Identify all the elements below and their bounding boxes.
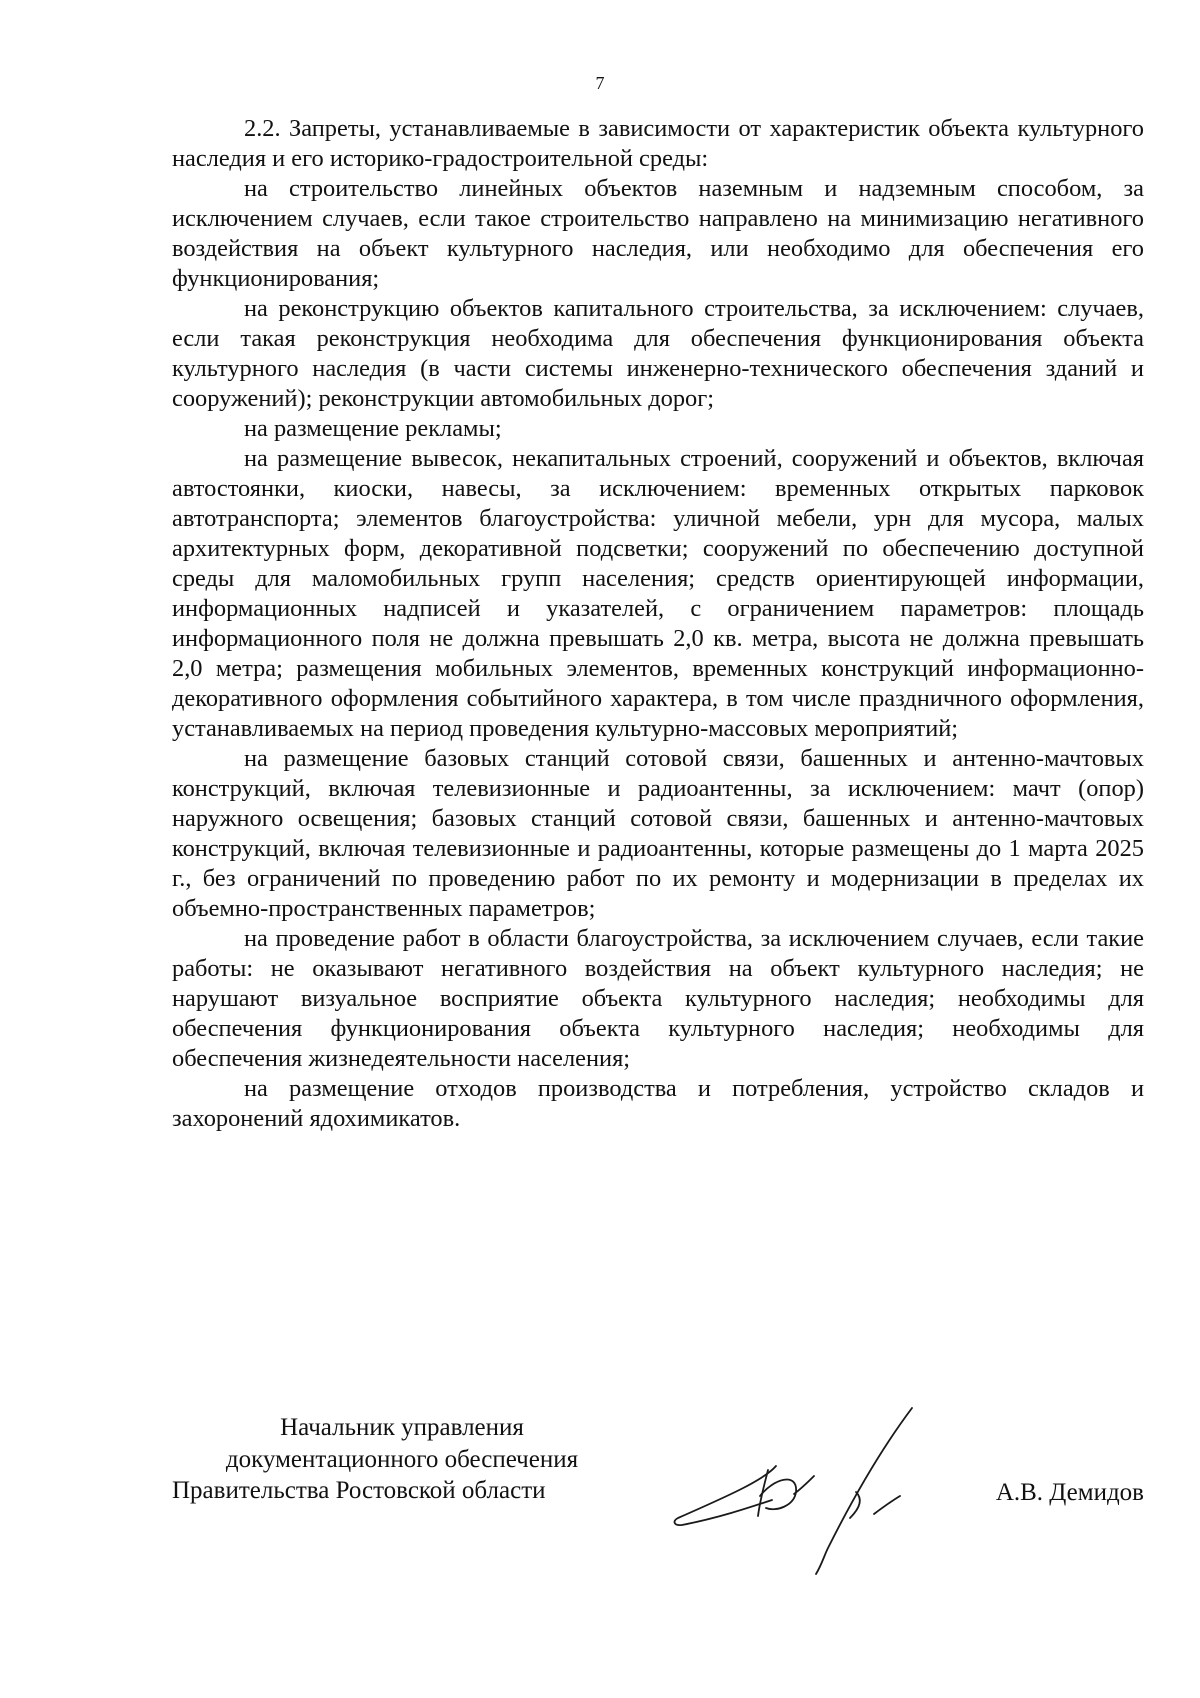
paragraph-landscaping: на проведение работ в области благоустройства, за исключением случаев, если такие работы: не оказывают негативного воздействия на объект культурного наследия; не нарушают визуальное восприятие объекта культурного наследия; необходимы для обеспечения функционирования объекта культурного наследия; необходимы для обеспечения жизнедеятельности населения; (172, 925, 1144, 1072)
paragraph-2-2-intro: 2.2. Запреты, устанавливаемые в зависимости от характеристик объекта культурного наследия и его историко-градостроительной среды: (172, 115, 1144, 172)
document-body (172, 114, 1144, 1134)
position-line: Начальник управления (280, 1414, 524, 1441)
signatory-position (172, 1412, 632, 1507)
paragraph-advertising: на размещение рекламы; (244, 415, 502, 442)
paragraph-waste: на размещение отходов производства и потребления, устройство складов и захоронений ядохимикатов. (172, 1075, 1144, 1132)
paragraph-base-stations: на размещение базовых станций сотовой связи, башенных и антенно-мачтовых конструкций, включая телевизионные и радиоантенны, за исключением: мачт (опор) наружного освещения; базовых станций сотовой связи, башенных и антенно-мачтовых конструкций, включая телевизионные и радиоантенны, которые размещены до 1 марта 2025 г., без ограничений по проведению работ по их ремонту и модернизации в пределах их объемно-пространственных параметров; (172, 745, 1144, 922)
position-line: документационного обеспечения (225, 1445, 579, 1473)
paragraph-signs-structures: на размещение вывесок, некапитальных строений, сооружений и объектов, включая автостоянки, киоски, навесы, за исключением: временных открытых парковок автотранспорта; элементов благоустройства: уличной мебели, урн для мусора, малых архитектурных форм, декоративной подсветки; сооружений по обеспечению доступной среды для маломобильных групп населения; средств ориентирующей информации, информационных надписей и указателей, с ограничением параметров: площадь информационного поля не должна превышать 2,0 кв. метра, высота не должна превышать 2,0 метра; размещения мобильных элементов, временных конструкций информационно-декоративного оформления событийного характера, в том числе праздничного оформления, устанавливаемых на период проведения культурно-массовых мероприятий; (172, 445, 1144, 742)
page-number: 7 (595, 73, 605, 93)
paragraph-reconstruction: на реконструкцию объектов капитального строительства, за исключением: случаев, если такая реконструкция необходима для обеспечения функционирования объекта культурного наследия (в части системы инженерно-технического обеспечения зданий и сооружений); реконструкции автомобильных дорог; (172, 295, 1144, 412)
signer-name: А.В. Демидов (995, 1479, 1144, 1506)
paragraph-linear-objects: на строительство линейных объектов наземным и надземным способом, за исключением случаев, если такое строительство направлено на минимизацию негативного воздействия на объект культурного наследия, или необходимо для обеспечения его функционирования; (172, 175, 1144, 292)
position-line: Правительства Ростовской области (172, 1477, 546, 1504)
handwritten-signature (668, 1400, 968, 1580)
